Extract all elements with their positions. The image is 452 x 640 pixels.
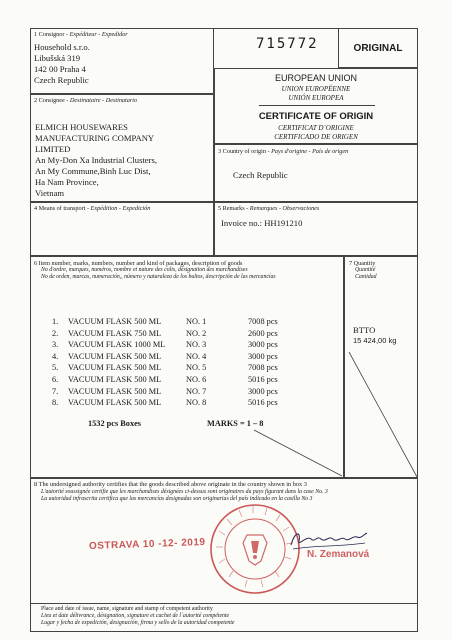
country-of-origin-value: Czech Republic [233, 170, 288, 180]
certification-label-fr: L'autorité soussignée certifie que les marchandises désignées ci-dessus sont originaires du pays figurant dans la case No. 3 [41, 489, 328, 495]
certificate-fr: CERTIFICAT D´ORIGINE [278, 124, 354, 132]
item-mark: NO. 3 [186, 340, 207, 350]
consignor-street: Libušská 319 [34, 53, 81, 63]
consignee-box [30, 94, 214, 202]
goods-label-fr: No d'ordre, marques, numéros, nombre et nature des colis, désignation des marchandises [41, 267, 248, 273]
consignee-line-1: ELMICH HOUSEWARES [35, 122, 128, 132]
item-mark: NO. 6 [186, 375, 207, 384]
item-quantity: 7008 pcs [248, 363, 278, 373]
item-description: VACUUM FLASK 500 ML [68, 363, 162, 373]
consignee-line-6: Ha Nam Province, [35, 177, 99, 187]
quantity-btto: BTTO [353, 325, 376, 335]
item-description: VACUUM FLASK 750 ML [68, 328, 162, 338]
union-es: UNIÓN EUROPEA [288, 94, 344, 102]
consignor-city: 142 00 Praha 4 [34, 64, 86, 74]
consignor-label: 1 Consignor - Expéditeur - Expedidor [34, 31, 128, 38]
serial-box [214, 28, 338, 68]
item-mark: NO. 1 [186, 317, 207, 326]
item-number: 5. [52, 363, 59, 373]
item-description: VACUUM FLASK 500 ML [68, 398, 162, 408]
item-number: 8. [52, 398, 59, 408]
quantity-label-fr: Quantité [355, 267, 376, 273]
goods-label: 6 Item number, marks, numbers, number and kind of packages, description of goods [34, 260, 243, 267]
item-description: VACUUM FLASK 1000 ML [68, 340, 166, 350]
certificate-en: CERTIFICATE OF ORIGIN [258, 111, 374, 122]
certification-label: 8 The undersigned authority certifies that the goods described above originate in the country shown in box 3 [34, 481, 307, 488]
country-of-origin-box [214, 144, 418, 202]
footer-label: Place and date of issue, name, signature and stamp of competent authority [41, 606, 213, 612]
item-quantity: 3000 pcs [248, 386, 278, 396]
footer-divider [31, 603, 417, 604]
quantity-cancel-line [345, 257, 419, 479]
consignor-name: Household s.r.o. [34, 42, 90, 52]
union-fr: UNION EUROPÉENNE [281, 85, 351, 93]
header-box [214, 68, 418, 144]
consignee-line-2: MANUFACTURING COMPANY [35, 133, 155, 143]
signer-name-stamp: N. Zemanová [307, 549, 370, 560]
date-stamp: OSTRAVA 10 -12- 2019 [88, 536, 206, 553]
boxes-count: 1532 pcs Boxes [88, 419, 142, 428]
footer-label-es: Lugar y fecha de expedición, designación, firma y sello de la autoridad competente [41, 620, 235, 626]
item-mark: NO. 7 [186, 386, 207, 396]
item-mark: NO. 5 [186, 363, 207, 373]
goods-cancel-line [30, 256, 344, 478]
item-mark: NO. 4 [186, 351, 207, 361]
item-quantity: 3000 pcs [248, 351, 278, 361]
item-quantity: 5016 pcs [248, 398, 278, 408]
consignee-line-5: An My Commune,Binh Luc Dist, [35, 166, 151, 176]
goods-label-es: No de orden, marcas, numeración,, número y naturaleza de los bultos, descripción de las mercancías [41, 274, 276, 280]
quantity-label-es: Cantidad [355, 274, 377, 280]
consignee-label: 2 Consignee - Destinataire - Destinatario [34, 97, 138, 104]
union-en: EUROPEAN UNION [274, 73, 357, 83]
certification-box [30, 478, 418, 632]
item-number: 3. [52, 340, 59, 350]
item-description: VACUUM FLASK 500 ML [68, 375, 162, 384]
country-of-origin-label: 3 Country of origin - Pays d'origine - País de origen [218, 148, 349, 155]
quantity-box [344, 256, 418, 478]
original-box [338, 28, 418, 68]
item-quantity: 2600 pcs [248, 328, 278, 338]
item-mark: NO. 8 [186, 398, 207, 408]
item-mark: NO. 2 [186, 328, 207, 338]
original-label: ORIGINAL [353, 43, 403, 54]
consignor-country: Czech Republic [34, 75, 89, 85]
item-number: 2. [52, 328, 59, 338]
certificate-es: CERTIFICADO DE ORIGEN [274, 133, 358, 141]
item-number: 6. [52, 375, 59, 384]
item-quantity: 5016 pcs [248, 375, 278, 384]
transport-label: 4 Means of transport - Expédition - Expedición [34, 205, 151, 212]
certification-label-es: La autoridad infrascrita certifica que las mercancías designadas son originarias del país indicado en la casilla No 3 [41, 496, 313, 502]
item-description: VACUUM FLASK 500 ML [68, 317, 162, 326]
transport-box [30, 202, 214, 256]
consignee-line-7: Vietnam [35, 188, 65, 198]
item-number: 1. [52, 317, 59, 326]
item-quantity: 7008 pcs [248, 317, 278, 326]
footer-label-fr: Lieu et date délivrance, désignation, signature et cachet de l´autorité compétente [41, 613, 230, 619]
consignor-box [30, 28, 214, 94]
remarks-value: Invoice no.: HH191210 [221, 218, 303, 228]
item-number: 7. [52, 386, 59, 396]
item-quantity: 3000 pcs [248, 340, 278, 350]
remarks-label: 5 Remarks - Remarques - Observaciones [218, 205, 320, 212]
item-description: VACUUM FLASK 500 ML [68, 386, 162, 396]
header-divider [259, 105, 375, 106]
quantity-label: 7 Quantity [349, 260, 376, 267]
remarks-box [214, 202, 418, 256]
consignee-line-4: An My-Don Xa Industrial Clusters, [35, 155, 157, 165]
serial-number: 715772 [256, 36, 319, 52]
marks-range: MARKS = 1 – 8 [207, 419, 264, 428]
item-number: 4. [52, 351, 59, 361]
item-description: VACUUM FLASK 500 ML [68, 351, 162, 361]
quantity-weight: 15 424,00 kg [353, 336, 397, 345]
consignee-line-3: LIMITED [35, 144, 71, 154]
